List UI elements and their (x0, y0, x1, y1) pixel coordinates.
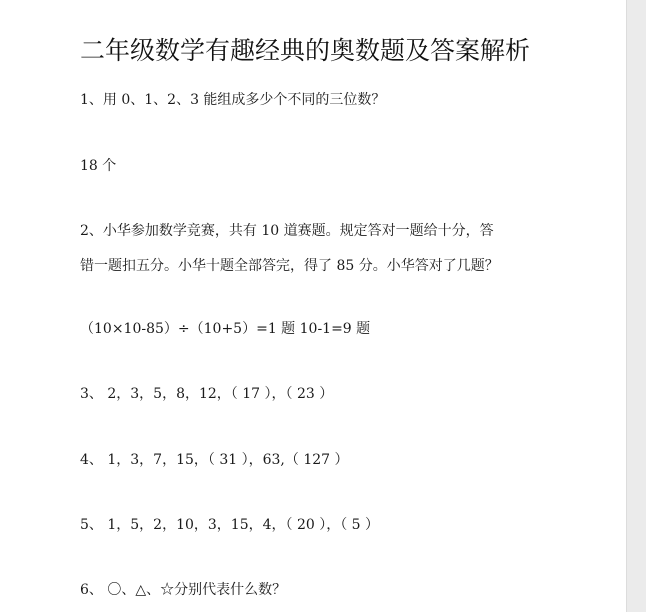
question-2-line-1: 2、小华参加数学竞赛，共有 10 道赛题。规定答对一题给十分，答 (80, 223, 494, 239)
answer-1: 18 个 (80, 158, 117, 174)
question-5: 5、 1，5，2，10，3，15，4，（ 20 ），（ 5 ） (80, 517, 380, 533)
question-1: 1、用 0、1、2、3 能组成多少个不同的三位数？ (80, 92, 386, 108)
vertical-scrollbar[interactable] (626, 0, 646, 612)
document-title: 二年级数学有趣经典的奥数题及答案解析 (80, 36, 531, 65)
question-4: 4、 1，3，7，15，（ 31 ），63,（ 127 ） (80, 452, 349, 468)
question-2-line-2: 错一题扣五分。小华十题全部答完，得了 85 分。小华答对了几题？ (80, 258, 499, 274)
question-3: 3、 2，3，5，8，12，（ 17 ），（ 23 ） (80, 386, 334, 402)
answer-2: （10×10-85）÷（10+5）=1 题 10-1=9 题 (80, 321, 371, 337)
question-6: 6、 〇、△、☆分别代表什么数？ (80, 582, 287, 598)
